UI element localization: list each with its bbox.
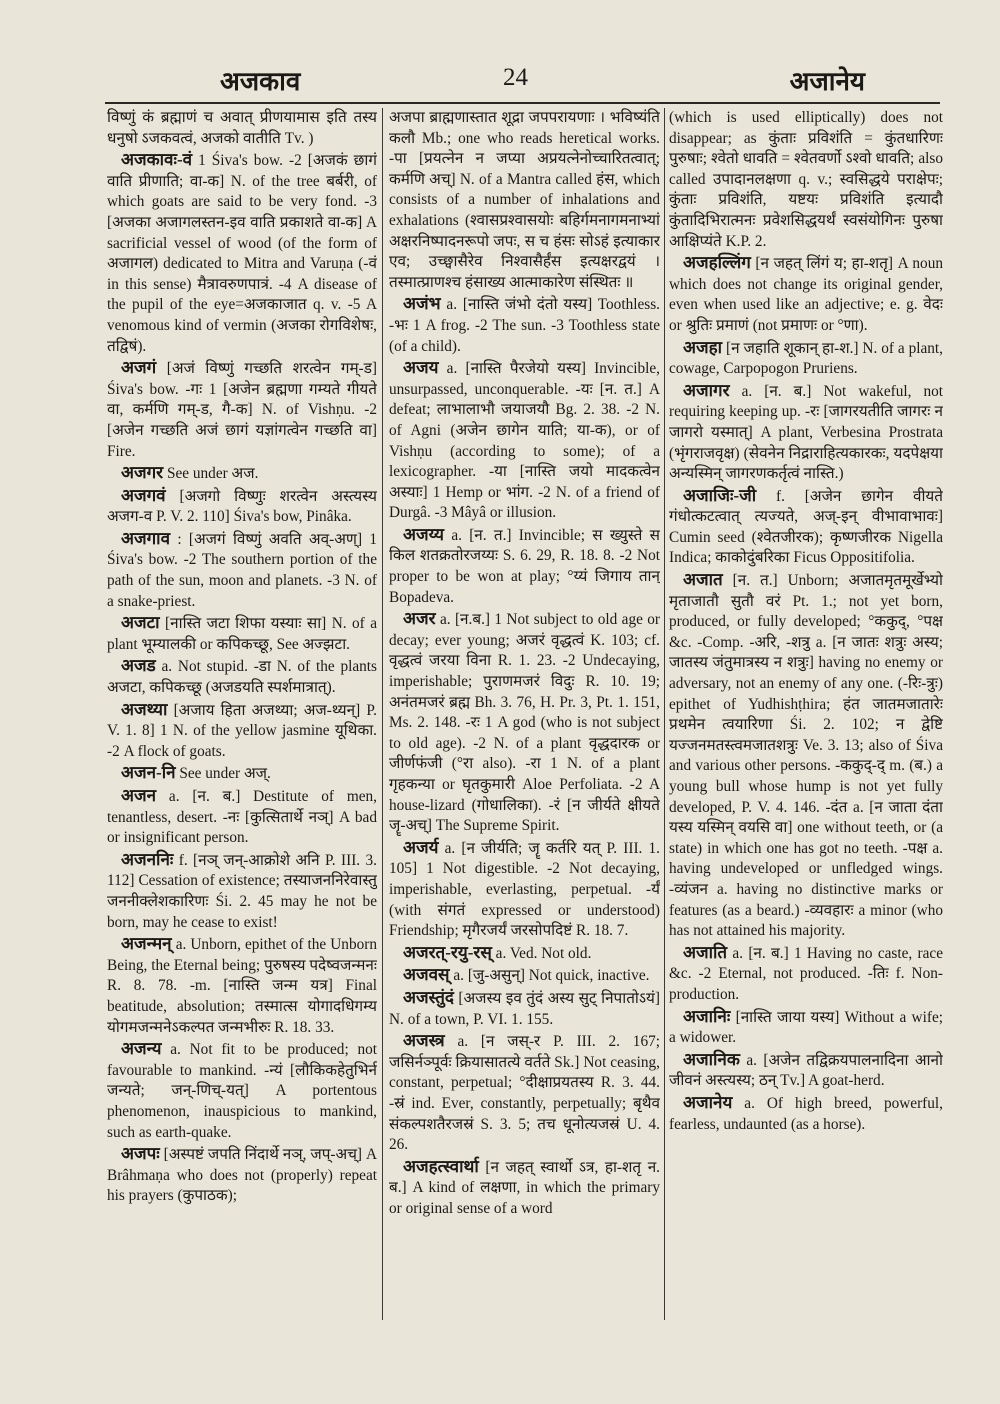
definition-text: a. [न जस्-र P. III. 2. 167; जसिर्नञ्पूर्वः क्रियासातत्ये वर्तते Sk.] Not ceasing, constant, perpetual; °दीक्षाप्रयतस्य R. 3. 44. -स्रं ind. Ever, constantly, perpetually; बृथैव संकल्पशतैरजस्रं S. 3. 5; तच धूनोत्यजस्रं U. 4. 26. — [389, 1033, 660, 1154]
headword: अजागर — [683, 380, 730, 400]
definition-text: [नास्ति जटा शिफा यस्याः सा] N. of a plant भूम्यालकी or कपिकच्छू, See अज्झटा. — [107, 615, 377, 653]
header-first-word: अजकाव — [220, 67, 301, 97]
dictionary-entry — [107, 763, 377, 785]
dictionary-entry — [107, 486, 377, 528]
definition-text: a. Unborn, epithet of the Unborn Being, the Eternal being; पुरुषस्य पदेष्वजन्मनः R. 8. 78. -m. [नास्ति जन्म यत्र] Final beatitude, absolution; तस्मात्स योगादधिगम्य योगमजन्मनेऽकल्पत जन्मभीरुः R. 18. 33. — [107, 936, 377, 1036]
definition-text: 1 Śiva's bow. -2 [अजकं छागं वाति प्रीणाति; वा-क] N. of the tree बर्बरी, of which goats are said to be very fond. -3 [अजका अजागलस्तन-इव वाति प्रकाशते वा-क] A sacrificial vessel of wood (of the form of अजागल) dedicated to Mitra and Varuṇa (-वं in this sense) मैत्रावरुणपात्रं. -4 A disease of the pupil of the eye=अजकाजात q. v. -5 A venomous kind of vermin (अजका रोगविशेषः, तद्विषं). — [107, 152, 377, 355]
definition-text: : [अजगं विष्णुं अवति अव्-अण्] 1 Śiva's bow. -2 The southern portion of the path of the sun, moon and planets. -3 N. of a snake-priest. — [107, 530, 377, 610]
dictionary-entry — [107, 700, 377, 763]
dictionary-entry — [669, 381, 943, 485]
dictionary-entry — [669, 1007, 943, 1049]
headword: अजगं — [121, 358, 157, 378]
headword: अजन — [121, 786, 157, 805]
column-2 — [389, 108, 660, 1318]
definition-text: a. [न.ब.] 1 Not subject to old age or decay; ever young; अजरं वृद्धत्वं K. 103; cf. वृद्धत्वं जरया विना R. 1. 23. -2 Undecaying, imperishable; पुराणमजरं विदुः R. 10. 19; अनंतमजरं ब्रह्म Bh. 3. 76, H. Pr. 3, Pt. 1. 151, Ms. 2. 148. -रः 1 A god (who is not subject to old age). -2 N. of a plant वृद्धदारक or जीर्णफंजी (°रा also). -रा 1 N. of a plant गृहकन्या or घृतकुमारी Aloe Perfoliata. -2 A house-lizard (गोधालिका). -रं [न जीर्यते क्षीयते जॄ-अच्] The Supreme Spirit. — [389, 611, 660, 835]
dictionary-entry — [389, 108, 660, 293]
definition-text: a. [न. ब.] Destitute of men, tenantless, desert. -नः [कुत्सितार्थे नञ्] A bad or insignificant person. — [107, 788, 377, 847]
dictionary-entry — [669, 1093, 943, 1135]
dictionary-entry — [669, 108, 943, 252]
headword: अजननिः — [121, 849, 174, 869]
header-rule — [105, 102, 940, 104]
headword: अजाति — [683, 942, 728, 962]
headword: अजहत्स्वार्था — [403, 1156, 479, 1176]
headword: अजन्मन् — [121, 934, 172, 954]
definition-text: [न. त.] Unborn; अजातमृतमूर्खेभ्यो मृताजातौ सुतौ वरं Pt. 1.; not yet born, produced, or fully developed; °ककुद्, °पक्ष &c. -Comp. -अरि, -शत्रु a. [न जातः शत्रुः अस्य; जातस्य जंतुमात्रस्य न शत्रुः] having no enemy or adversary, not an enemy of any one. (-रिः-त्रुः) epithet of Yudhishṭhira; हंत जातमजातारेः प्रथमेन त्वयारिणा Śi. 2. 102; न द्वेष्टि यज्जनमतस्त्वमजातशत्रुः Ve. 3. 13; also of Śiva and various other persons. -ककुद्-द् m. (ब.) a young bull whose hump is not yet fully developed, P. V. 4. 146. -दंत a. [न जाता दंता यस्य यस्मिन् वयसि वा] one without teeth, or (a state) in which one has got no teeth. -पक्ष a. having undeveloped or unfledged wings. -व्यंजन a. having no distinctive marks or features (as a beard.) -व्यवहारः a minor (who has not attained his majority. — [669, 572, 943, 940]
dictionary-entry — [107, 529, 377, 612]
definition-text: a. [न. ब.] 1 Having no caste, race &c. -2 Eternal, not produced. -तिः f. Non-production. — [669, 944, 943, 1003]
dictionary-entry — [107, 850, 377, 933]
headword: अजगर — [121, 463, 164, 483]
headword: अजरत्-रयु-रस् — [403, 942, 492, 962]
definition-text: a. [नास्ति जंभो दंतो यस्य] Toothless. -भः 1 A frog. -2 The sun. -3 Toothless state (of a child). — [389, 296, 660, 355]
headword: अजंभ — [403, 294, 441, 314]
dictionary-entry — [107, 1039, 377, 1143]
headword: अजाजिः-जी — [683, 485, 757, 505]
definition-text: [अजाय हिता अजथ्या; अज-थ्यन्] P. V. 1. 8] 1 N. of the yellow jasmine यूथिका. -2 A flock of goats. — [107, 701, 377, 760]
dictionary-entry — [389, 294, 660, 357]
dictionary-entry — [107, 1144, 377, 1207]
definition-text: (which is used elliptically) does not disappear; as कुंताः प्रविशंति = कुंतधारिणः पुरुषाः; श्वेतो धावति = श्वेतवर्णो ऽश्वो धावति; also called उपादानलक्षणा q. v.; स्वसिद्धये पराक्षेपः; कुंताः प्रविशंति, यष्टयः प्रविशंति इत्यादौ कुंतादिभिरात्मनः प्रवेशसिद्धयर्थं स्वसंयोगिनः पुरुषा आक्षिप्यंते K.P. 2. — [669, 109, 943, 250]
dictionary-entry — [669, 570, 943, 942]
definition-text: a. Not stupid. -डा N. of the plants अजटा, कपिकच्छू (अजडयति स्पर्शमात्रात्). — [107, 658, 377, 697]
definition-text: [नास्ति जाया यस्य] Without a wife; a widower. — [669, 1008, 943, 1047]
headword: अजानेय — [683, 1092, 733, 1112]
headword: अजर्य — [403, 837, 439, 857]
dictionary-entry — [389, 1031, 660, 1156]
headword: अजकावः-वं — [121, 150, 193, 170]
definition-text: a. Of high breed, powerful, fearless, undaunted (as a horse). — [669, 1094, 943, 1133]
dictionary-entry — [389, 1157, 660, 1220]
definition-text: [अजस्य इव तुंदं अस्य सुट् निपातोऽयं] N. of a town, P. VI. 1. 155. — [389, 989, 660, 1028]
dictionary-entry — [107, 358, 377, 462]
headword: अजपः — [121, 1144, 160, 1164]
definition-text: a. [नास्ति पैरजेयो यस्य] Invincible, unsurpassed, unconquerable. -यः [न. त.] A defeat; लाभालाभौ जयाजयौ Bg. 2. 38. -2 N. of Agni (अजेन छागेन याति; या-क), or of Vishṇu (according to some); of a lexicographer. -या [नास्ति जयो मादकत्वेन अस्याः] 1 Hemp or भांग. -2 N. of a friend of Durgâ. -3 Mâyâ or illusion. — [389, 360, 660, 522]
dictionary-entry — [389, 943, 660, 965]
dictionary-entry — [389, 609, 660, 837]
headword: अजगवं — [121, 485, 166, 505]
headword: अजय्य — [403, 524, 445, 544]
headword: अजहा — [683, 337, 723, 357]
definition-text: [अस्पष्टं जपति निंदार्थे नञ्, जप्-अच्] A Brâhmaṇa who does not (properly) repeat his prayers (कुपाठक); — [107, 1146, 377, 1205]
headword: अजन्य — [121, 1039, 162, 1059]
headword: अजहल्लिंग — [683, 253, 751, 273]
definition-text: [न जहाति शूकान् हा-श.] N. of a plant, cowage, Carpopogon Pruriens. — [669, 339, 943, 378]
headword: अजटा — [121, 613, 160, 633]
column-1 — [107, 108, 377, 1318]
dictionary-entry — [389, 988, 660, 1030]
dictionary-entry — [389, 358, 660, 524]
definition-text: a. [न जीर्यति; जॄ कर्तरि यत् P. III. 1. 105] 1 Not digestible. -2 Not decaying, imperishable, everlasting, perpetual. -र्यं (with संगतं expressed or understood) Friendship; मृगैरजर्यं जरसोपदिष्टं R. 18. 7. — [389, 839, 660, 940]
page-header — [105, 62, 940, 106]
column-3 — [669, 108, 943, 1318]
dictionary-entry — [389, 525, 660, 608]
dictionary-entry — [107, 786, 377, 849]
definition-text: a. [जु-असुन्] Not quick, inactive. — [453, 967, 650, 985]
headword: अजात — [683, 570, 723, 590]
headword: अजवस् — [403, 965, 450, 985]
headword: अजन-नि — [121, 763, 176, 783]
headword: अजर — [403, 609, 436, 629]
column-divider — [664, 108, 665, 1320]
definition-text: अजपा ब्राह्मणास्तात शूद्रा जपपरायणाः । भविष्यंति कलौ Mb.; one who reads heretical works. -पा [प्रयत्नेन न जप्या अप्रयत्नेनोच्चारितत्वात्; कर्मणि अच्] N. of a Mantra called हंस, which consists of a number of inhalations and exhalations (श्वासप्रश्वासयोः बहिर्गमनागमनाभ्यां अक्षरनिष्पादनरूपो जपः, स च हंसः सोऽहं इत्याकार एव; उच्छ्वासैरेव निश्वासैर्हंस इत्यक्षरद्वयं । तस्मात्प्राणश्च हंसाख्य आत्माकारेण संस्थितः ॥ — [389, 109, 660, 291]
headword: अजथ्या — [121, 699, 168, 719]
definition-text: a. Not fit to be produced; not favourable to mankind. -न्यं [लौकिकहेतुभिर्न जन्यते; जन्-णिच्-यत्] A portentous phenomenon, inauspicious to mankind, such as earth-quake. — [107, 1041, 377, 1141]
headword: अजस्त्र — [403, 1031, 445, 1051]
dictionary-entry — [669, 338, 943, 380]
dictionary-entry — [389, 965, 660, 987]
definition-text: [न जहत् स्वार्थो ऽत्र, हा-शतृ न. ब.] A kind of लक्षणा, in which the primary or original sense of a word — [389, 1158, 660, 1217]
definition-text: a. [न. ब.] Not wakeful, not requiring keeping up. -रः [जागरयतीति जागरः न जागरो यस्मात्] A plant, Verbesina Prostrata (भृंगराजवृक्ष) (सेवनेन निद्राराहित्यकारकः, यदपेक्षया अन्यस्मिन् जागरणकर्तृत्वं नास्ति.) — [669, 382, 943, 483]
headword: अजय — [403, 358, 439, 378]
dictionary-entry — [107, 108, 377, 149]
headword: अजड — [121, 656, 156, 676]
page-number: 24 — [503, 64, 528, 91]
column-divider — [382, 108, 383, 1320]
dictionary-entry — [107, 150, 377, 357]
headword: अजस्तुंदं — [403, 987, 454, 1007]
dictionary-entry — [669, 1050, 943, 1092]
definition-text: a. [अजेन तद्विक्रयपालनादिना आनो जीवनं अस्त्यस्य; ठन् Tv.] A goat-herd. — [669, 1051, 943, 1090]
definition-text: [अजं विष्णुं गच्छति शरत्वेन गम्-ड] Śiva's bow. -गः 1 [अजेन ब्रह्मणा गम्यते गीयते वा, कर्मणि गम्-ड, गै-क] N. of Vishṇu. -2 [अजेन गच्छति अजं छागं यज्ञांगत्वेन गच्छति वा] Fire. — [107, 360, 377, 460]
headword: अजानिः — [683, 1006, 731, 1026]
dictionary-entry — [107, 934, 377, 1038]
definition-text: f. [अजेन छागेन वीयते गंधोत्कटत्वात् त्यज्यते, अज्-इन् वीभावाभावः] Cumin seed (श्वेतजीरक); कृष्णजीरक Nigella Indica; काकोदुंबरिका Ficus Oppositifolia. — [669, 487, 943, 567]
dictionary-entry — [669, 486, 943, 569]
definition-text: f. [नञ् जन्-आक्रोशे अनि P. III. 3. 112] Cessation of existence; तस्याजननिरेवास्तु जननीक्लेशकारिणः Śi. 2. 45 may he not be born, may he cease to exist! — [107, 851, 377, 931]
definition-text: See under अज. — [166, 465, 259, 483]
header-last-word: अजानेय — [789, 67, 865, 97]
dictionary-entry — [669, 253, 943, 336]
dictionary-entry — [107, 613, 377, 655]
headword: अजानिक — [683, 1049, 740, 1069]
definition-text: [न जहत् लिंगं य; हा-शतृ] A noun which does not change its original gender, even when used like an adjective; e. g. वेदः or श्रुतिः प्रमाणं (not प्रमाणः or °णा). — [669, 255, 943, 334]
definition-text: See under अज्. — [179, 765, 271, 783]
definition-text: a. Ved. Not old. — [495, 944, 592, 962]
definition-text: [अजगो विष्णुः शरत्वेन अस्त्यस्य अजग-व P. V. 2. 110] Śiva's bow, Pinâka. — [107, 487, 377, 526]
definition-text: विष्णुं कं ब्रह्माणं च अवात् प्रीणयामास इति तस्य धनुषो ऽजकवत्वं, अजको वातीति Tv. ) — [107, 109, 377, 147]
dictionary-entry — [107, 463, 377, 485]
dictionary-entry — [389, 838, 660, 942]
headword: अजगाव — [121, 528, 171, 548]
dictionary-entry — [107, 656, 377, 698]
dictionary-entry — [669, 943, 943, 1006]
definition-text: a. [न. त.] Invincible; स ख्युस्ते स किल शतक्रतोरजय्यः S. 6. 29, R. 18. 8. -2 Not proper to be won at play; °य्यं जिगाय तान् Bopadeva. — [389, 526, 660, 606]
